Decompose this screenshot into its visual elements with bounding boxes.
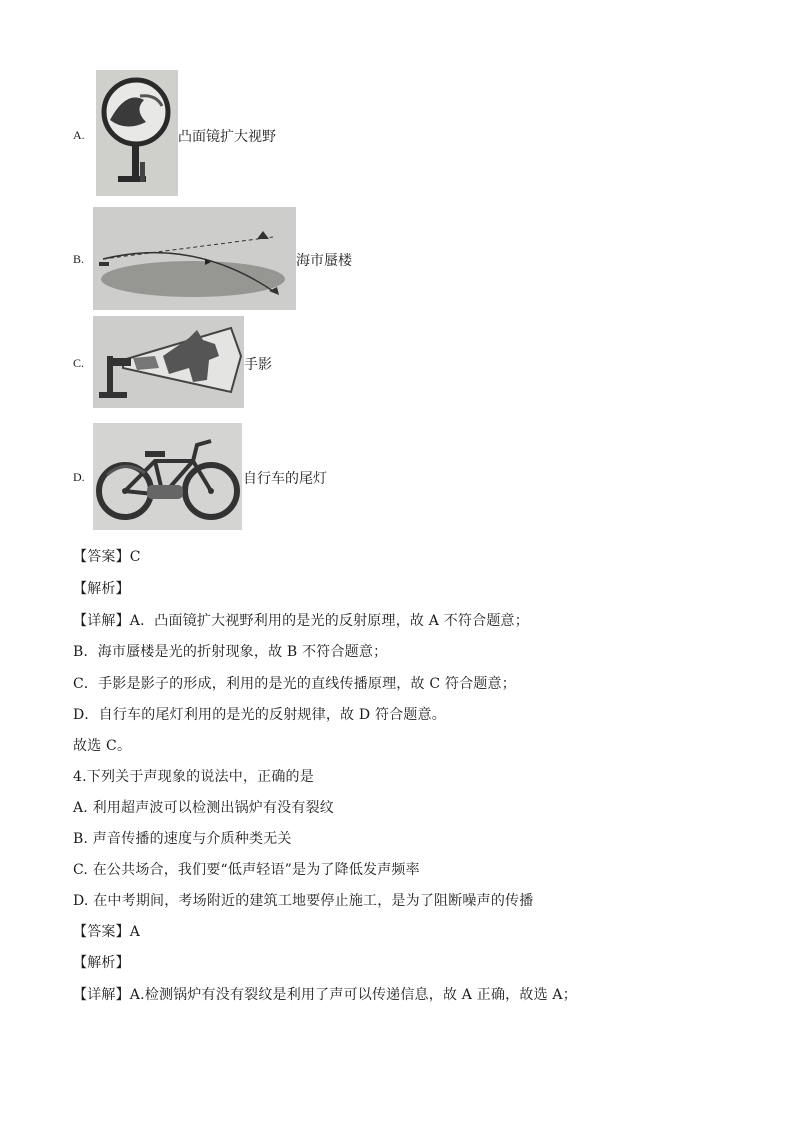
option-letter: A. — [73, 128, 85, 142]
option-label: 海市蜃楼 — [296, 253, 352, 269]
option-label: 手影 — [244, 357, 272, 373]
option-letter: B. — [73, 252, 85, 266]
q4-detail-line: 【详解】A.检测锅炉有没有裂纹是利用了声可以传递信息，故 A 正确，故选 A； — [73, 987, 577, 1003]
q3-answer: 【答案】C — [73, 549, 141, 565]
option-label: 自行车的尾灯 — [243, 471, 327, 487]
bicycle-figure — [93, 423, 242, 530]
option-letter: C. — [73, 356, 85, 370]
q4-choice-d: D. 在中考期间，考场附近的建筑工地要停止施工，是为了阻断噪声的传播 — [73, 893, 534, 909]
q3-analysis-title: 【解析】 — [73, 581, 130, 597]
convex-mirror-figure — [96, 70, 178, 196]
option-letter: D. — [73, 470, 85, 484]
q4-choice-b: B. 声音传播的速度与介质种类无关 — [73, 831, 292, 847]
mirage-figure — [93, 207, 296, 310]
q3-detail-line: B．海市蜃楼是光的折射现象，故 B 不符合题意； — [73, 644, 388, 660]
option-label: 凸面镜扩大视野 — [178, 129, 276, 145]
q4-analysis-title: 【解析】 — [73, 955, 130, 971]
q4-answer: 【答案】A — [73, 924, 141, 940]
hand-shadow-figure — [93, 316, 244, 408]
q3-detail-line: D．自行车的尾灯利用的是光的反射规律，故 D 符合题意。 — [73, 707, 446, 723]
q4-choice-c: C. 在公共场合，我们要“低声轻语”是为了降低发声频率 — [73, 862, 420, 878]
q4-question: 4.下列关于声现象的说法中，正确的是 — [73, 769, 314, 785]
q3-detail-line: 【详解】A．凸面镜扩大视野利用的是光的反射原理，故 A 不符合题意； — [73, 613, 529, 629]
q3-detail-line: C．手影是影子的形成，利用的是光的直线传播原理，故 C 符合题意； — [73, 676, 516, 692]
q3-conclusion: 故选 C。 — [73, 738, 132, 754]
q4-choice-a: A. 利用超声波可以检测出锅炉有没有裂纹 — [73, 800, 335, 816]
